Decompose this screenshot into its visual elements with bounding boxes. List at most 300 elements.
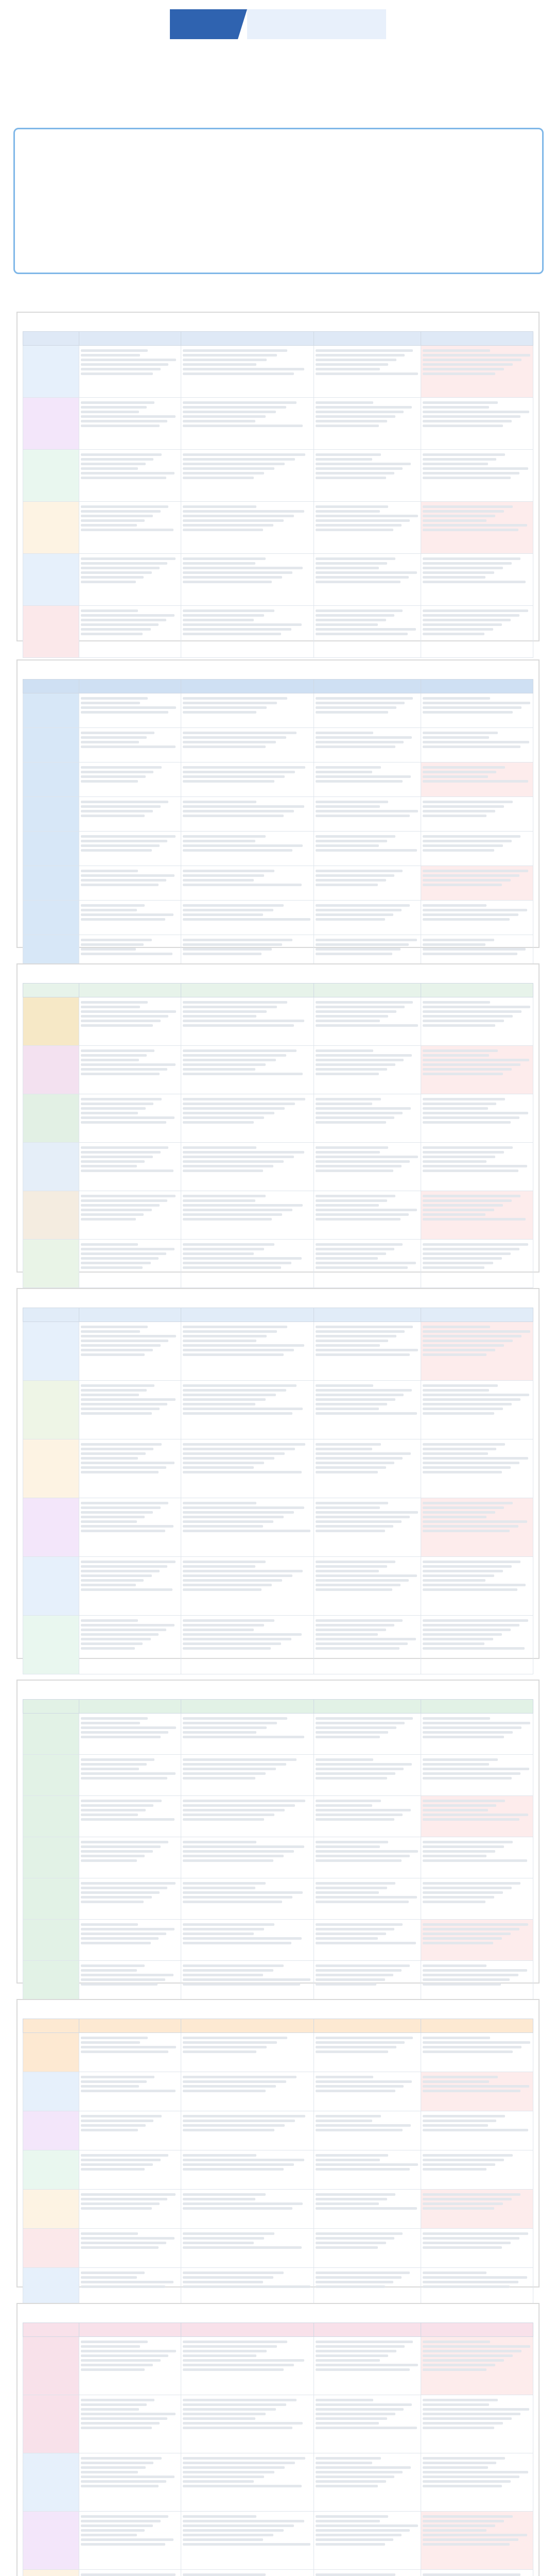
- content-cell: [79, 502, 181, 554]
- text-line: [183, 1978, 310, 1981]
- text-line: [316, 1809, 411, 1811]
- text-line: [316, 2466, 411, 2469]
- text-line: [316, 1073, 379, 1075]
- text-line: [316, 510, 380, 513]
- text-line: [81, 918, 165, 921]
- table-row: [23, 997, 533, 1046]
- text-line: [81, 1146, 168, 1149]
- text-line: [183, 2524, 294, 2527]
- text-placeholder: [423, 1384, 531, 1415]
- text-line: [423, 2124, 488, 2127]
- text-line: [81, 815, 145, 817]
- text-line: [316, 368, 380, 370]
- content-cell: [314, 2150, 421, 2190]
- text-line: [183, 1330, 277, 1333]
- text-line: [316, 909, 402, 911]
- text-line: [81, 844, 160, 847]
- text-placeholder: [423, 1758, 531, 1780]
- text-line: [81, 614, 175, 617]
- text-placeholder: [183, 2515, 312, 2546]
- text-line: [183, 463, 285, 465]
- content-cell: [421, 1796, 533, 1837]
- text-line: [183, 519, 284, 522]
- content-cell: [314, 1796, 421, 1837]
- text-line: [81, 1891, 160, 1894]
- content-cell: [314, 2453, 421, 2512]
- column-header: [314, 1700, 421, 1714]
- content-cell: [421, 2072, 533, 2111]
- text-line: [423, 1901, 485, 1903]
- text-line: [316, 2159, 380, 2161]
- text-line: [81, 1443, 162, 1446]
- text-line: [183, 1974, 263, 1976]
- text-line: [81, 2090, 176, 2092]
- text-line: [423, 732, 498, 734]
- text-placeholder: [316, 2341, 419, 2371]
- text-line: [316, 1502, 388, 1504]
- stage-cell: [23, 901, 79, 935]
- text-line: [81, 1516, 145, 1518]
- text-line: [183, 524, 273, 527]
- text-placeholder: [423, 2341, 531, 2371]
- content-cell: [181, 606, 314, 658]
- text-line: [183, 1722, 277, 1724]
- text-line: [81, 1001, 148, 1004]
- table-row: [23, 2150, 533, 2190]
- text-placeholder: [81, 609, 179, 635]
- content-cell: [314, 1439, 421, 1498]
- text-line: [81, 1633, 159, 1636]
- content-cell: [181, 1755, 314, 1796]
- text-placeholder: [81, 1619, 179, 1650]
- text-line: [183, 1457, 274, 1460]
- text-line: [183, 1758, 297, 1761]
- text-line: [423, 1170, 518, 1172]
- text-placeholder: [423, 2115, 531, 2131]
- text-line: [81, 2427, 152, 2429]
- text-line: [423, 2534, 527, 2536]
- text-line: [81, 1763, 147, 1766]
- text-line: [423, 849, 494, 852]
- text-line: [423, 1262, 493, 1264]
- text-line: [316, 711, 388, 714]
- text-line: [183, 505, 256, 508]
- content-cell: [181, 1557, 314, 1616]
- content-cell: [421, 2150, 533, 2190]
- text-line: [316, 2115, 381, 2117]
- text-line: [81, 1073, 160, 1075]
- content-cell: [421, 1143, 533, 1191]
- text-placeholder: [423, 2154, 531, 2171]
- content-cell: [79, 1439, 181, 1498]
- text-line: [81, 2276, 137, 2279]
- text-line: [316, 1937, 378, 1940]
- column-header: [314, 2019, 421, 2033]
- text-line: [183, 359, 267, 361]
- text-line: [183, 1466, 254, 1469]
- sop-table: [23, 679, 533, 970]
- text-line: [183, 406, 286, 409]
- text-line: [183, 1146, 256, 1149]
- text-line: [81, 1855, 145, 1857]
- column-header: [181, 680, 314, 693]
- text-placeholder: [81, 732, 179, 748]
- text-line: [316, 2350, 396, 2352]
- text-placeholder: [81, 835, 179, 852]
- text-line: [183, 1452, 285, 1455]
- text-line: [81, 415, 176, 418]
- text-line: [183, 1520, 273, 1523]
- stage-cell: [23, 866, 79, 901]
- text-placeholder: [316, 1717, 419, 1738]
- content-cell: [79, 797, 181, 832]
- column-header: [79, 332, 181, 346]
- text-line: [183, 576, 282, 579]
- text-line: [423, 1384, 498, 1387]
- text-line: [183, 1098, 305, 1100]
- text-line: [423, 2046, 522, 2048]
- column-header: [79, 2323, 181, 2337]
- column-header: [181, 1700, 314, 1714]
- text-line: [423, 1335, 522, 1337]
- text-line: [316, 2359, 380, 2362]
- content-cell: [314, 606, 421, 658]
- badge-number: [170, 9, 247, 39]
- text-line: [316, 870, 403, 872]
- text-line: [81, 1647, 135, 1650]
- text-line: [316, 953, 392, 955]
- text-line: [183, 2485, 302, 2487]
- text-line: [316, 1974, 393, 1976]
- text-line: [316, 1471, 378, 1473]
- text-line: [183, 2359, 304, 2362]
- text-line: [423, 2242, 511, 2244]
- text-line: [423, 1974, 518, 1976]
- text-line: [316, 1717, 413, 1720]
- text-line: [183, 1638, 291, 1640]
- text-line: [316, 1020, 380, 1022]
- content-cell: [314, 502, 421, 554]
- text-line: [81, 1726, 176, 1729]
- text-placeholder: [81, 2399, 179, 2429]
- panel-title: [23, 1294, 533, 1308]
- text-line: [183, 1933, 254, 1935]
- text-line: [316, 2520, 380, 2522]
- text-line: [316, 2480, 386, 2483]
- panel-title: [23, 666, 533, 679]
- text-line: [316, 736, 412, 739]
- table-row: [23, 606, 533, 658]
- text-line: [81, 1896, 152, 1899]
- text-line: [81, 2368, 145, 2371]
- text-line: [81, 1353, 145, 1356]
- text-line: [183, 2159, 304, 2161]
- table-row: [23, 346, 533, 398]
- text-line: [316, 562, 387, 565]
- text-line: [81, 2364, 153, 2366]
- text-line: [183, 1736, 304, 1738]
- text-line: [316, 1983, 377, 1986]
- text-line: [81, 1412, 152, 1415]
- text-line: [316, 1633, 378, 1636]
- text-line: [183, 1049, 297, 1052]
- text-placeholder: [81, 401, 179, 427]
- text-line: [316, 2524, 418, 2527]
- text-line: [81, 736, 147, 739]
- content-cell: [79, 1714, 181, 1755]
- text-line: [183, 1814, 274, 1816]
- text-line: [81, 2242, 166, 2244]
- text-line: [316, 1726, 396, 1729]
- column-header: [421, 332, 533, 346]
- text-line: [316, 1845, 380, 1848]
- text-line: [81, 1448, 153, 1450]
- column-header: [421, 984, 533, 997]
- text-line: [81, 874, 175, 877]
- text-line: [423, 1156, 495, 1158]
- text-line: [316, 1218, 401, 1221]
- text-line: [183, 1335, 267, 1337]
- text-line: [183, 810, 294, 812]
- text-line: [423, 1389, 489, 1392]
- text-line: [81, 1841, 168, 1843]
- text-line: [183, 1116, 264, 1119]
- text-line: [423, 1777, 512, 1780]
- content-cell: [421, 1046, 533, 1094]
- text-line: [81, 1731, 168, 1734]
- stage-cell: [23, 1191, 79, 1240]
- text-line: [81, 2246, 159, 2249]
- text-line: [81, 1768, 139, 1770]
- text-line: [183, 2480, 254, 2483]
- text-line: [183, 1969, 273, 1972]
- text-placeholder: [316, 766, 419, 783]
- content-cell: [79, 1616, 181, 1674]
- content-cell: [314, 2570, 421, 2576]
- content-cell: [79, 832, 181, 866]
- text-line: [81, 1736, 161, 1738]
- text-line: [423, 1736, 504, 1738]
- text-line: [183, 2399, 297, 2401]
- text-line: [81, 458, 153, 461]
- text-line: [183, 1248, 264, 1250]
- text-line: [423, 2168, 487, 2171]
- content-cell: [79, 1557, 181, 1616]
- text-line: [316, 1506, 380, 1509]
- text-line: [316, 1448, 373, 1450]
- text-line: [183, 2154, 256, 2157]
- text-line: [81, 2529, 145, 2532]
- text-line: [316, 1758, 374, 1761]
- text-line: [81, 1570, 160, 1572]
- text-line: [423, 1584, 526, 1586]
- text-placeholder: [183, 939, 312, 955]
- text-placeholder: [423, 1717, 531, 1738]
- text-line: [423, 775, 488, 778]
- text-placeholder: [316, 801, 419, 817]
- text-line: [81, 619, 166, 621]
- text-line: [423, 1466, 511, 1469]
- content-cell: [181, 346, 314, 398]
- text-line: [316, 571, 417, 574]
- text-line: [183, 2413, 265, 2415]
- text-line: [183, 2276, 273, 2279]
- text-line: [423, 406, 489, 409]
- text-line: [423, 1933, 511, 1935]
- sop-preview-panel: [16, 312, 540, 641]
- stage-cell: [23, 1439, 79, 1498]
- content-cell: [181, 398, 314, 450]
- text-line: [81, 576, 144, 579]
- text-line: [423, 1394, 529, 1396]
- text-line: [423, 633, 484, 635]
- text-line: [183, 1584, 272, 1586]
- text-line: [423, 628, 493, 631]
- content-cell: [314, 1498, 421, 1557]
- text-line: [183, 1772, 265, 1775]
- content-cell: [421, 606, 533, 658]
- text-line: [316, 2237, 394, 2240]
- content-cell: [421, 2337, 533, 2395]
- text-line: [183, 953, 262, 955]
- text-line: [423, 1850, 495, 1853]
- panel-title: [23, 2005, 533, 2019]
- text-line: [316, 2427, 417, 2429]
- text-line: [183, 2198, 255, 2200]
- text-line: [423, 1059, 529, 1061]
- text-line: [423, 1471, 502, 1473]
- content-cell: [421, 2570, 533, 2576]
- text-line: [316, 623, 378, 626]
- text-placeholder: [423, 697, 531, 714]
- text-placeholder: [423, 904, 531, 921]
- text-line: [183, 1389, 286, 1392]
- text-line: [316, 849, 417, 852]
- text-line: [183, 349, 287, 352]
- text-line: [81, 1408, 160, 1410]
- text-placeholder: [183, 2341, 312, 2371]
- sop-table: [23, 2323, 533, 2576]
- text-line: [423, 1326, 490, 1328]
- text-line: [423, 2345, 530, 2348]
- text-line: [81, 1850, 153, 1853]
- text-line: [316, 411, 404, 413]
- text-line: [81, 948, 136, 951]
- text-line: [183, 411, 275, 413]
- table-row: [23, 1498, 533, 1557]
- text-line: [316, 1121, 386, 1124]
- text-line: [183, 1887, 255, 1889]
- text-line: [81, 1619, 138, 1622]
- text-line: [81, 913, 173, 916]
- text-line: [423, 2232, 528, 2235]
- column-header: [314, 2323, 421, 2337]
- text-placeholder: [183, 1964, 312, 1986]
- text-line: [81, 1565, 167, 1568]
- text-placeholder: [316, 1326, 419, 1356]
- text-line: [423, 1942, 493, 1944]
- text-line: [183, 581, 272, 583]
- text-placeholder: [423, 2193, 531, 2210]
- text-line: [183, 1054, 286, 1057]
- text-line: [316, 1969, 402, 1972]
- text-line: [423, 1969, 527, 1972]
- text-line: [316, 524, 402, 527]
- content-cell: [314, 1046, 421, 1094]
- text-line: [316, 2124, 411, 2127]
- text-line: [81, 953, 172, 955]
- text-line: [423, 529, 518, 531]
- text-line: [81, 1969, 137, 1972]
- text-placeholder: [183, 1326, 312, 1356]
- text-placeholder: [423, 835, 531, 852]
- text-line: [183, 2281, 263, 2283]
- text-placeholder: [183, 2272, 312, 2288]
- table-row: [23, 2570, 533, 2576]
- text-line: [423, 1561, 520, 1563]
- content-cell: [421, 1616, 533, 1674]
- text-line: [423, 1408, 503, 1410]
- text-line: [316, 1403, 387, 1405]
- text-line: [423, 1896, 494, 1899]
- text-line: [316, 2168, 410, 2171]
- text-line: [183, 1160, 284, 1163]
- text-line: [81, 1800, 162, 1802]
- text-placeholder: [81, 2076, 179, 2092]
- text-line: [183, 2457, 305, 2460]
- text-line: [183, 1020, 304, 1022]
- text-line: [81, 840, 167, 842]
- text-line: [423, 1121, 511, 1124]
- text-line: [316, 2543, 385, 2546]
- sop-preview-panel: [16, 659, 540, 948]
- text-line: [183, 1199, 255, 1202]
- text-line: [423, 1570, 503, 1572]
- text-placeholder: [81, 870, 179, 886]
- text-line: [423, 2115, 505, 2117]
- text-line: [183, 913, 263, 916]
- text-line: [183, 1579, 282, 1582]
- table-row: [23, 1878, 533, 1920]
- text-line: [423, 1199, 512, 1202]
- text-line: [183, 1443, 305, 1446]
- text-line: [316, 1804, 373, 1807]
- text-line: [423, 948, 526, 951]
- text-line: [316, 1024, 418, 1027]
- text-line: [81, 1511, 153, 1514]
- text-line: [316, 943, 409, 946]
- table-row: [23, 2072, 533, 2111]
- text-line: [81, 425, 160, 427]
- content-cell: [314, 1240, 421, 1288]
- text-line: [423, 711, 513, 714]
- content-cell: [314, 1920, 421, 1961]
- text-line: [183, 1647, 270, 1650]
- text-placeholder: [423, 1326, 531, 1356]
- text-line: [183, 2080, 286, 2083]
- text-line: [423, 372, 495, 375]
- content-cell: [181, 2268, 314, 2307]
- text-line: [423, 2480, 511, 2483]
- content-cell: [79, 1755, 181, 1796]
- table-row: [23, 2395, 533, 2453]
- text-line: [423, 815, 487, 817]
- text-line: [423, 2466, 488, 2469]
- text-line: [183, 943, 282, 946]
- text-line: [423, 1353, 487, 1356]
- table-row: [23, 762, 533, 797]
- text-line: [423, 1855, 487, 1857]
